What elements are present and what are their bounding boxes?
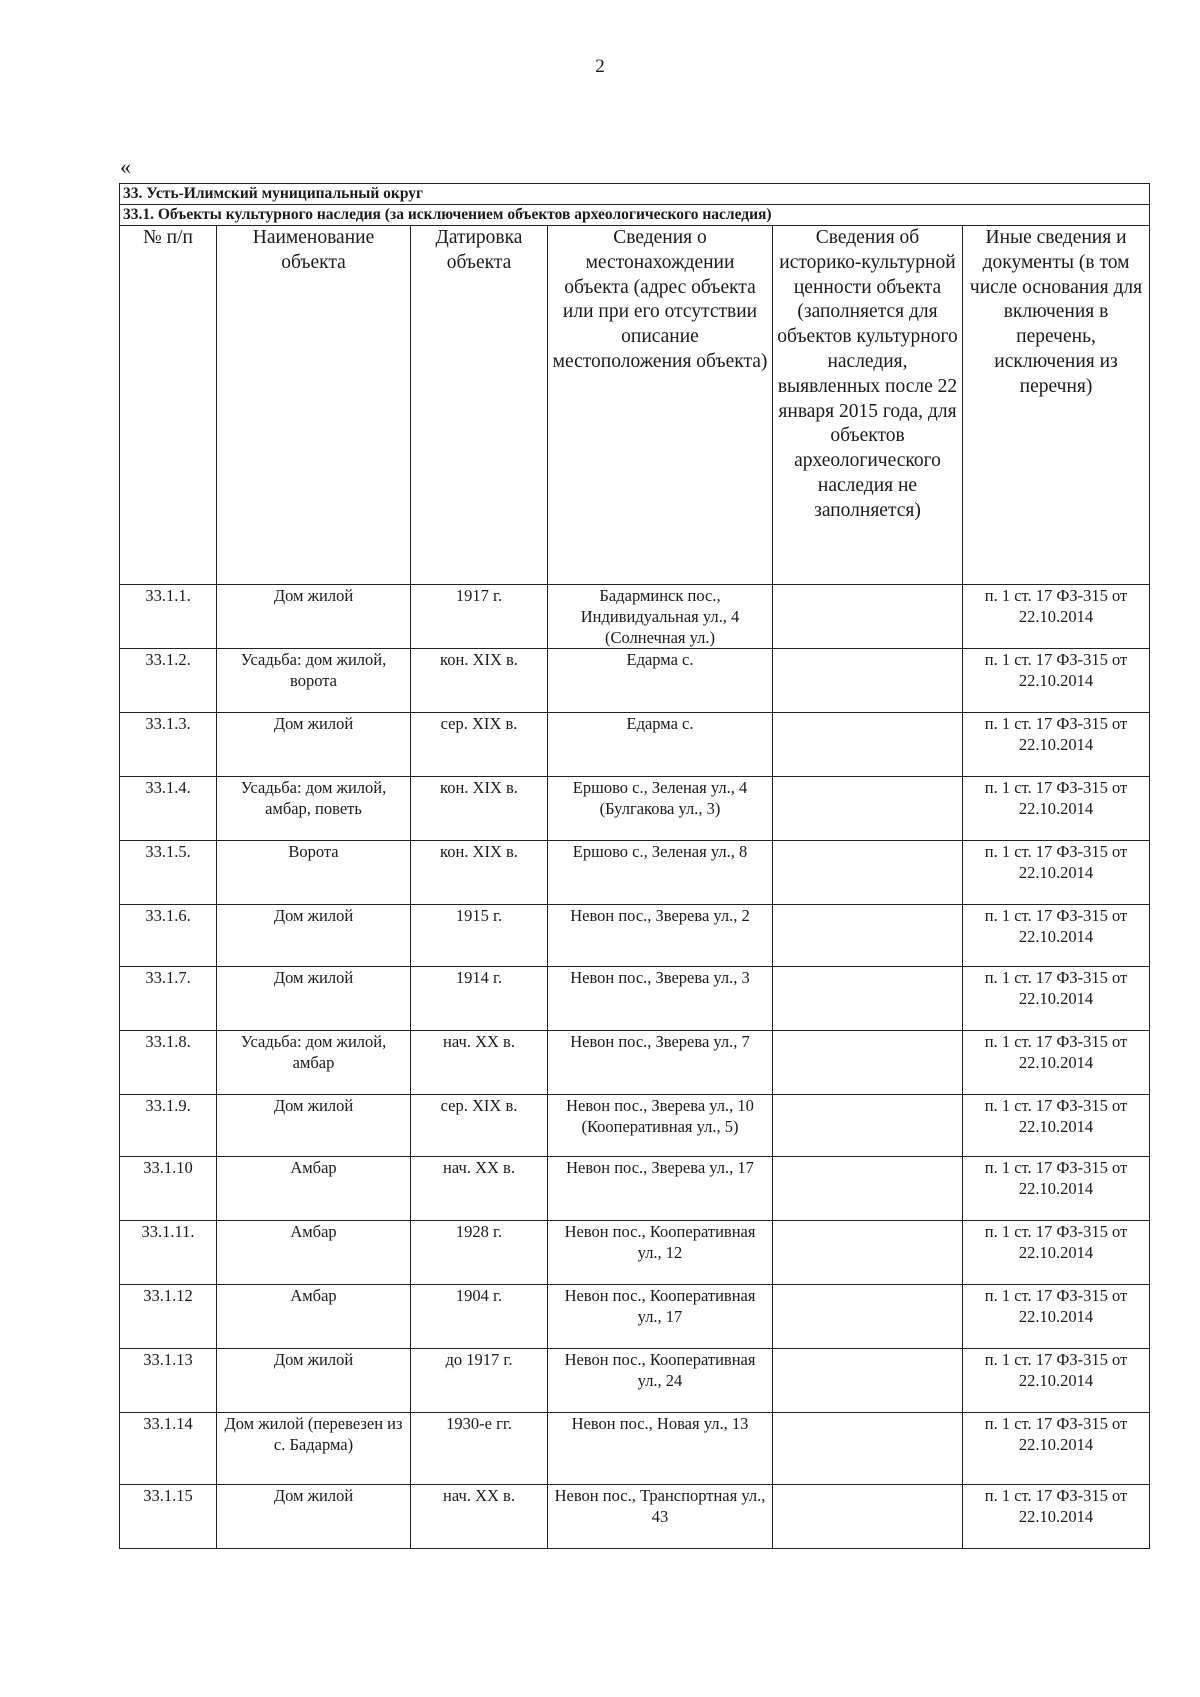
object-date: 1915 г.	[411, 905, 548, 967]
object-date: нач. XX в.	[411, 1031, 548, 1095]
table-row	[120, 585, 1150, 649]
other-info: п. 1 ст. 17 ФЗ-315 от 22.10.2014	[963, 1157, 1150, 1221]
object-name: Дом жилой	[217, 967, 411, 1031]
table-row	[120, 713, 1150, 777]
object-name: Амбар	[217, 1157, 411, 1221]
column-header-date: Датировка объекта	[411, 226, 548, 585]
page-number: 2	[595, 56, 605, 77]
cultural-value	[773, 1157, 963, 1221]
column-header-number: № п/п	[120, 226, 217, 585]
object-name: Дом жилой	[217, 585, 411, 649]
object-name: Ворота	[217, 841, 411, 905]
other-info: п. 1 ст. 17 ФЗ-315 от 22.10.2014	[963, 777, 1150, 841]
heritage-register-table	[119, 183, 1150, 1549]
open-quote-mark: «	[120, 154, 131, 179]
object-location: Невон пос., Зверева ул., 3	[548, 967, 773, 1031]
object-name: Дом жилой	[217, 905, 411, 967]
table-row	[120, 1221, 1150, 1285]
object-date: 1914 г.	[411, 967, 548, 1031]
row-number: 33.1.13	[120, 1349, 217, 1413]
object-date: кон. XIX в.	[411, 649, 548, 713]
object-location: Невон пос., Кооперативная ул., 12	[548, 1221, 773, 1285]
other-info: п. 1 ст. 17 ФЗ-315 от 22.10.2014	[963, 1285, 1150, 1349]
table-row	[120, 1349, 1150, 1413]
row-number: 33.1.3.	[120, 713, 217, 777]
row-number: 33.1.11.	[120, 1221, 217, 1285]
other-info: п. 1 ст. 17 ФЗ-315 от 22.10.2014	[963, 1485, 1150, 1549]
row-number: 33.1.4.	[120, 777, 217, 841]
table-row	[120, 649, 1150, 713]
cultural-value	[773, 1285, 963, 1349]
other-info: п. 1 ст. 17 ФЗ-315 от 22.10.2014	[963, 1413, 1150, 1485]
other-info: п. 1 ст. 17 ФЗ-315 от 22.10.2014	[963, 713, 1150, 777]
object-date: нач. XX в.	[411, 1157, 548, 1221]
column-header-name: Наименование объекта	[217, 226, 411, 585]
table-row	[120, 1485, 1150, 1549]
other-info: п. 1 ст. 17 ФЗ-315 от 22.10.2014	[963, 905, 1150, 967]
object-location: Невон пос., Кооперативная ул., 24	[548, 1349, 773, 1413]
other-info: п. 1 ст. 17 ФЗ-315 от 22.10.2014	[963, 1095, 1150, 1157]
table-row	[120, 1413, 1150, 1485]
object-name: Амбар	[217, 1285, 411, 1349]
section-title: 33. Усть-Илимский муниципальный округ	[120, 184, 1150, 205]
object-name: Дом жилой	[217, 713, 411, 777]
row-number: 33.1.5.	[120, 841, 217, 905]
object-location: Ершово с., Зеленая ул., 8	[548, 841, 773, 905]
cultural-value	[773, 1413, 963, 1485]
other-info: п. 1 ст. 17 ФЗ-315 от 22.10.2014	[963, 1349, 1150, 1413]
object-date: до 1917 г.	[411, 1349, 548, 1413]
object-location: Невон пос., Транспортная ул., 43	[548, 1485, 773, 1549]
table-row	[120, 1157, 1150, 1221]
table-row	[120, 841, 1150, 905]
cultural-value	[773, 777, 963, 841]
cultural-value	[773, 1221, 963, 1285]
object-location: Невон пос., Зверева ул., 17	[548, 1157, 773, 1221]
row-number: 33.1.7.	[120, 967, 217, 1031]
object-location: Невон пос., Зверева ул., 7	[548, 1031, 773, 1095]
row-number: 33.1.14	[120, 1413, 217, 1485]
subsection-title: 33.1. Объекты культурного наследия (за исключением объектов археологического наследия)	[120, 205, 1150, 226]
cultural-value	[773, 585, 963, 649]
object-location: Едарма с.	[548, 713, 773, 777]
object-date: 1904 г.	[411, 1285, 548, 1349]
cultural-value	[773, 713, 963, 777]
other-info: п. 1 ст. 17 ФЗ-315 от 22.10.2014	[963, 967, 1150, 1031]
object-date: кон. XIX в.	[411, 841, 548, 905]
object-name: Дом жилой	[217, 1095, 411, 1157]
object-name: Усадьба: дом жилой, амбар, поветь	[217, 777, 411, 841]
object-name: Дом жилой	[217, 1485, 411, 1549]
other-info: п. 1 ст. 17 ФЗ-315 от 22.10.2014	[963, 1221, 1150, 1285]
cultural-value	[773, 841, 963, 905]
object-date: 1930-е гг.	[411, 1413, 548, 1485]
object-name: Амбар	[217, 1221, 411, 1285]
object-location: Бадарминск пос., Индивидуальная ул., 4 (Солнечная ул.)	[548, 585, 773, 649]
row-number: 33.1.10	[120, 1157, 217, 1221]
object-location: Ершово с., Зеленая ул., 4 (Булгакова ул., 3)	[548, 777, 773, 841]
object-date: сер. XIX в.	[411, 1095, 548, 1157]
row-number: 33.1.1.	[120, 585, 217, 649]
row-number: 33.1.8.	[120, 1031, 217, 1095]
cultural-value	[773, 967, 963, 1031]
object-name: Усадьба: дом жилой, ворота	[217, 649, 411, 713]
table-row	[120, 1285, 1150, 1349]
other-info: п. 1 ст. 17 ФЗ-315 от 22.10.2014	[963, 841, 1150, 905]
other-info: п. 1 ст. 17 ФЗ-315 от 22.10.2014	[963, 649, 1150, 713]
object-date: кон. XIX в.	[411, 777, 548, 841]
column-header-cultural-value: Сведения об историко-культурной ценности объекта (заполняется для объектов культурного наследия, выявленных после 22 января 2015 года, для объектов археологического наследия не заполняется)	[773, 226, 963, 585]
object-name: Дом жилой	[217, 1349, 411, 1413]
column-header-location: Сведения о местонахождении объекта (адрес объекта или при его отсутствии описание местоположения объекта)	[548, 226, 773, 585]
row-number: 33.1.9.	[120, 1095, 217, 1157]
table-row	[120, 905, 1150, 967]
table-row	[120, 777, 1150, 841]
row-number: 33.1.15	[120, 1485, 217, 1549]
other-info: п. 1 ст. 17 ФЗ-315 от 22.10.2014	[963, 585, 1150, 649]
table-row	[120, 1095, 1150, 1157]
cultural-value	[773, 905, 963, 967]
object-location: Невон пос., Зверева ул., 10 (Кооперативная ул., 5)	[548, 1095, 773, 1157]
object-location: Невон пос., Кооперативная ул., 17	[548, 1285, 773, 1349]
column-header-other-info: Иные сведения и документы (в том числе основания для включения в перечень, исключения из перечня)	[963, 226, 1150, 585]
object-location: Невон пос., Зверева ул., 2	[548, 905, 773, 967]
row-number: 33.1.6.	[120, 905, 217, 967]
object-location: Невон пос., Новая ул., 13	[548, 1413, 773, 1485]
object-date: 1917 г.	[411, 585, 548, 649]
object-name: Усадьба: дом жилой, амбар	[217, 1031, 411, 1095]
object-name: Дом жилой (перевезен из с. Бадарма)	[217, 1413, 411, 1485]
object-location: Едарма с.	[548, 649, 773, 713]
cultural-value	[773, 1031, 963, 1095]
table-row	[120, 967, 1150, 1031]
row-number: 33.1.2.	[120, 649, 217, 713]
object-date: нач. XX в.	[411, 1485, 548, 1549]
cultural-value	[773, 1485, 963, 1549]
table-header-row	[120, 226, 1150, 585]
cultural-value	[773, 649, 963, 713]
row-number: 33.1.12	[120, 1285, 217, 1349]
table-row	[120, 1031, 1150, 1095]
cultural-value	[773, 1095, 963, 1157]
object-date: 1928 г.	[411, 1221, 548, 1285]
other-info: п. 1 ст. 17 ФЗ-315 от 22.10.2014	[963, 1031, 1150, 1095]
object-date: сер. XIX в.	[411, 713, 548, 777]
cultural-value	[773, 1349, 963, 1413]
